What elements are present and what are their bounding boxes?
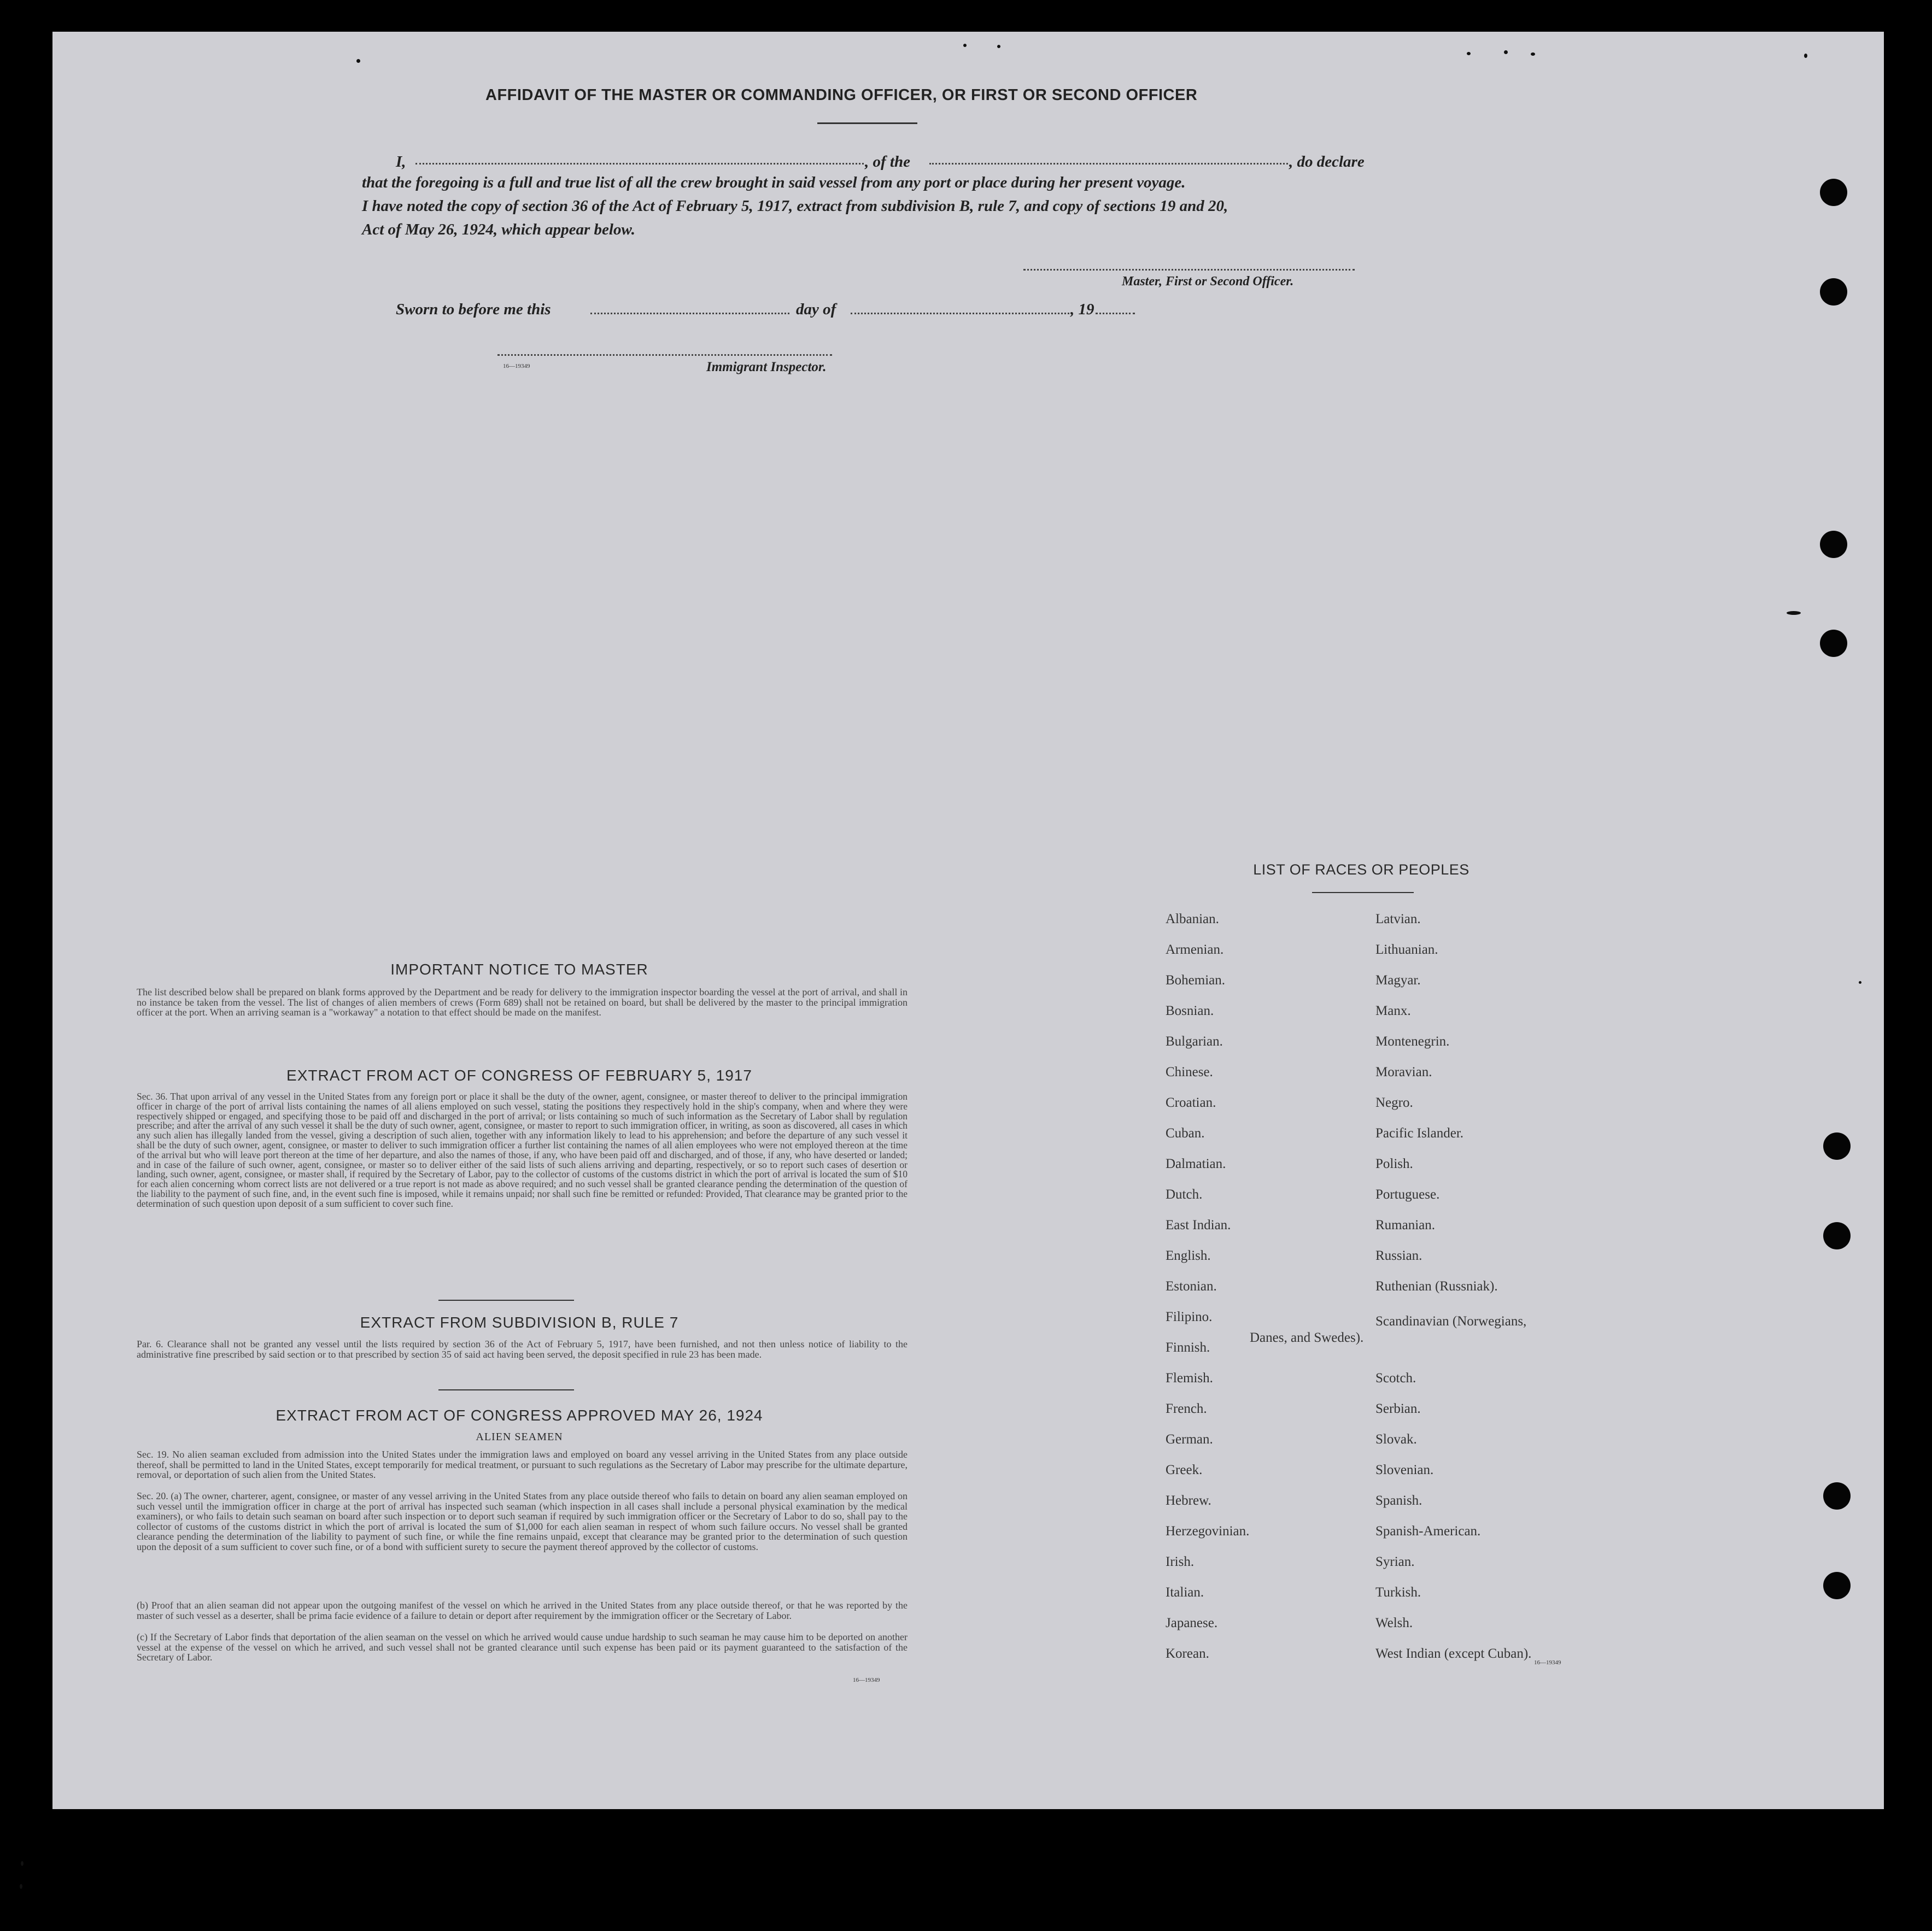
race-item: Irish. xyxy=(1166,1554,1195,1569)
race-item: East Indian. xyxy=(1166,1218,1231,1232)
race-item: Ruthenian (Russniak). xyxy=(1375,1279,1498,1294)
sworn-text: Sworn to before me this xyxy=(396,301,551,318)
race-item: Turkish. xyxy=(1375,1585,1421,1600)
section-divider xyxy=(438,1389,574,1390)
race-item: Estonian. xyxy=(1166,1279,1217,1294)
scan-speck xyxy=(1804,54,1807,58)
inspector-label: Immigrant Inspector. xyxy=(706,360,827,374)
scan-speck xyxy=(356,59,360,63)
inspector-signature-line[interactable] xyxy=(497,354,832,356)
race-item: Scotch. xyxy=(1375,1371,1416,1386)
races-title: LIST OF RACES OR PEOPLES xyxy=(1253,861,1470,878)
race-item: Manx. xyxy=(1375,1003,1411,1018)
race-item: Polish. xyxy=(1375,1157,1413,1171)
punch-hole xyxy=(1820,278,1847,306)
race-item: Japanese. xyxy=(1166,1616,1218,1630)
race-item: Negro. xyxy=(1375,1095,1413,1110)
scan-speck xyxy=(1859,981,1861,984)
notice-text: The list described below shall be prepared on blank forms approved by the Department and be ready for delivery to the immigration inspector boarding the vessel at the port of arrival, and shall in no instance be taken from the vessel. The list of changes of alien members of crews (Form 689) shall not be retained on board, but shall be delivered by the master to the principal immigration officer at the port. When an arriving seaman is a "workaway" a notation to that effect should be made on the manifest. xyxy=(137,987,908,1018)
race-item: Slovenian. xyxy=(1375,1463,1434,1477)
scan-speck xyxy=(997,45,1000,48)
day-of-text: day of xyxy=(796,301,836,318)
scan-speck xyxy=(1787,611,1801,615)
race-item: Bulgarian. xyxy=(1166,1034,1223,1049)
race-item: Hebrew. xyxy=(1166,1493,1211,1508)
race-item: Herzegovinian. xyxy=(1166,1524,1250,1539)
sworn-month-field[interactable] xyxy=(851,313,1069,314)
affidavit-i: I, xyxy=(396,153,406,171)
sworn-day-field[interactable] xyxy=(590,313,789,314)
race-item: Portuguese. xyxy=(1375,1187,1440,1202)
rule-7-text: Par. 6. Clearance shall not be granted any vessel until the lists required by section 36 of the Act of February 5, 1917, have been furnished, and not then unless notice of liability to the administrative fine prescribed by said section or to that prescribed by section 35 of said act having been served, the deposit specified in rule 23 has been made. xyxy=(137,1339,908,1360)
scan-speck xyxy=(20,1884,22,1889)
race-item: Moravian. xyxy=(1375,1065,1432,1079)
race-item: Filipino. xyxy=(1166,1310,1213,1324)
race-item: Welsh. xyxy=(1375,1616,1413,1630)
punch-hole xyxy=(1823,1222,1851,1249)
scan-speck xyxy=(1531,52,1535,56)
rule-7-title: EXTRACT FROM SUBDIVISION B, RULE 7 xyxy=(360,1314,679,1331)
race-item: Armenian. xyxy=(1166,942,1224,957)
notice-title: IMPORTANT NOTICE TO MASTER xyxy=(390,961,648,978)
punch-hole xyxy=(1823,1572,1851,1599)
race-item: Magyar. xyxy=(1375,973,1421,988)
form-number: 16—19349 xyxy=(503,363,530,369)
race-item: Russian. xyxy=(1375,1248,1422,1263)
extract-1917-title: EXTRACT FROM ACT OF CONGRESS OF FEBRUARY 5, 1917 xyxy=(286,1067,752,1084)
punch-hole xyxy=(1820,179,1847,206)
race-item: Croatian. xyxy=(1166,1095,1216,1110)
punch-hole xyxy=(1823,1132,1851,1160)
race-item: English. xyxy=(1166,1248,1211,1263)
race-item: Bosnian. xyxy=(1166,1003,1214,1018)
race-item: Bohemian. xyxy=(1166,973,1226,988)
sec-19-text: Sec. 19. No alien seaman excluded from admission into the United States under the immigration laws and employed on board any vessel arriving in the United States from any place outside thereof, shall be permitted to land in the United States, except temporarily for medical treatment, or pursuant to such regulations as the Secretary of Labor may prescribe for the ultimate departure, removal, or deportation of such alien from the United States. xyxy=(137,1449,908,1480)
extract-1917-text: Sec. 36. That upon arrival of any vessel in the United States from any foreign port or place it shall be the duty of the owner, agent, consignee, or master thereof to deliver to the principal immigration officer in charge of the port of arrival lists containing the names of all aliens employed on such vessel, stating the positions they respectively hold in the ship's company, when and where they were respectively shipped or engaged, and specifying those to be paid off and discharged in the port of arrival; or lists containing so much of such information as the Secretary of Labor shall by regulation prescribe; and after the arrival of any such vessel it shall be the duty of such owner, agent, consignee, or master to report to such immigration officer, in writing, as soon as discovered, all cases in which any such alien has illegally landed from the vessel, giving a description of such alien, together with any information likely to lead to his apprehension; and before the departure of any such vessel it shall be the duty of such owner, agent, consignee, or master to deliver to such immigration officer a further list containing the names of all alien employees who were not employed thereon at the time of the arrival but who will leave port thereon at the time of her departure, and also the names of those, if any, who have been paid off and discharged, and of those, if any, who have deserted or landed; and in case of the failure of such owner, agent, consignee, or master so to deliver either of the said lists of such aliens arriving and departing, respectively, or so to report such cases of desertion or landing, such owner, agent, consignee, or master shall, if required by the Secretary of Labor, pay to the collector of customs of the customs district in which the port of arrival is located the sum of $10 for each alien concerning whom correct lists are not delivered or a true report is not made as above required; and no such vessel shall be granted clearance pending the determination of the question of the liability to the payment of such fine, and, in the event such fine is imposed, while it remains unpaid; nor shall such fine be remitted or refunded: Provided, That clearance may be granted prior to the determination of such question upon deposit of a sum sufficient to cover such fine. xyxy=(137,1091,908,1209)
races-form-number: 16—19349 xyxy=(1534,1659,1561,1666)
punch-hole xyxy=(1820,531,1847,558)
race-item: West Indian (except Cuban). xyxy=(1375,1646,1532,1661)
scan-speck xyxy=(963,44,967,47)
race-item: French. xyxy=(1166,1401,1207,1416)
title-underline xyxy=(817,122,917,124)
race-item: German. xyxy=(1166,1432,1213,1447)
race-item: Spanish-American. xyxy=(1375,1524,1481,1539)
master-name-field[interactable] xyxy=(415,163,864,165)
race-item: Italian. xyxy=(1166,1585,1204,1600)
affidavit-declare: , do declare xyxy=(1289,153,1365,171)
sec-20b-text: (b) Proof that an alien seaman did not appear upon the outgoing manifest of the vessel on which he arrived in the United States from any place outside thereof, or that he was reported by the master of such vessel as a deserter, shall be prima facie evidence of a failure to detain or deport after requirement by the immigration officer or the Secretary of Labor. xyxy=(137,1600,908,1621)
scan-speck xyxy=(21,1861,24,1866)
affidavit-line-4: Act of May 26, 1924, which appear below. xyxy=(362,221,635,238)
scan-speck xyxy=(1467,52,1471,55)
sec-20c-text: (c) If the Secretary of Labor finds that deportation of the alien seaman on the vessel on which he arrived would cause undue hardship to such seaman he may cause him to be deported on another vessel at the expense of the vessel on which he arrived, and such vessel shall not be granted clearance until such expense has been paid or its payment guaranteed to the satisfaction of the Secretary of Labor. xyxy=(137,1631,908,1663)
race-item: Slovak. xyxy=(1375,1432,1417,1447)
punch-hole xyxy=(1823,1482,1851,1510)
race-item: Greek. xyxy=(1166,1463,1203,1477)
race-item: Pacific Islander. xyxy=(1375,1126,1464,1141)
affidavit-of-the: , of the xyxy=(865,153,910,171)
race-item: Dalmatian. xyxy=(1166,1157,1226,1171)
race-item: Korean. xyxy=(1166,1646,1209,1661)
race-item: Lithuanian. xyxy=(1375,942,1438,957)
year-prefix: , 19 xyxy=(1070,301,1094,318)
race-item: Flemish. xyxy=(1166,1371,1213,1386)
race-item: Spanish. xyxy=(1375,1493,1422,1508)
vessel-name-field[interactable] xyxy=(929,163,1288,165)
sec-20a-text: Sec. 20. (a) The owner, charterer, agent, consignee, or master of any vessel arriving in the United States from any place outside thereof who fails to detain on board any alien seaman employed on such vessel until the immigration officer in charge at the port of arrival has inspected such seaman (which inspection in all cases shall include a personal physical examination by the medical examiners), or who fails to detain such seaman on board after such inspection or to deport such seaman if required by such immigration officer or the Secretary of Labor to do so, shall pay to the collector of customs of the customs district in which the port of arrival is located the sum of $1,000 for each alien seaman in respect of whom such failure occurs. No vessel shall be granted clearance pending the determination of the liability to payment of such fine, or while the fine remains unpaid, except that clearance may be granted prior to the determination of such question upon the deposit of a sum sufficient to cover such fine, or of a bond with sufficient surety to secure the payment thereof approved by the collector of customs. xyxy=(137,1490,908,1552)
punch-hole xyxy=(1820,630,1847,657)
extract-form-number: 16—19349 xyxy=(853,1677,880,1683)
extract-1924-title: EXTRACT FROM ACT OF CONGRESS APPROVED MAY 26, 1924 xyxy=(276,1407,763,1424)
race-item: Rumanian. xyxy=(1375,1218,1436,1232)
race-item: Albanian. xyxy=(1166,912,1219,926)
race-item: Danes, and Swedes). xyxy=(1250,1330,1364,1345)
scan-speck xyxy=(1504,50,1508,54)
alien-seamen-subtitle: ALIEN SEAMEN xyxy=(476,1431,563,1443)
races-title-underline xyxy=(1312,892,1414,893)
affidavit-title: AFFIDAVIT OF THE MASTER OR COMMANDING OFFICER, OR FIRST OR SECOND OFFICER xyxy=(485,86,1198,104)
affidavit-line-3: I have noted the copy of section 36 of the Act of February 5, 1917, extract from subdivision B, rule 7, and copy of sections 19 and 20, xyxy=(362,197,1228,215)
race-item: Latvian. xyxy=(1375,912,1421,926)
signature-line[interactable] xyxy=(1023,269,1355,271)
signature-label: Master, First or Second Officer. xyxy=(1122,274,1294,289)
race-item: Montenegrin. xyxy=(1375,1034,1450,1049)
sworn-year-field[interactable] xyxy=(1096,313,1135,314)
race-item: Chinese. xyxy=(1166,1065,1213,1079)
race-item: Cuban. xyxy=(1166,1126,1205,1141)
race-item: Serbian. xyxy=(1375,1401,1421,1416)
race-item: Dutch. xyxy=(1166,1187,1203,1202)
section-divider xyxy=(438,1300,574,1301)
race-item: Scandinavian (Norwegians, xyxy=(1375,1314,1527,1329)
race-item: Syrian. xyxy=(1375,1554,1415,1569)
race-item: Finnish. xyxy=(1166,1340,1210,1355)
affidavit-line-2: that the foregoing is a full and true list of all the crew brought in said vessel from any port or place during her present voyage. xyxy=(362,174,1186,191)
